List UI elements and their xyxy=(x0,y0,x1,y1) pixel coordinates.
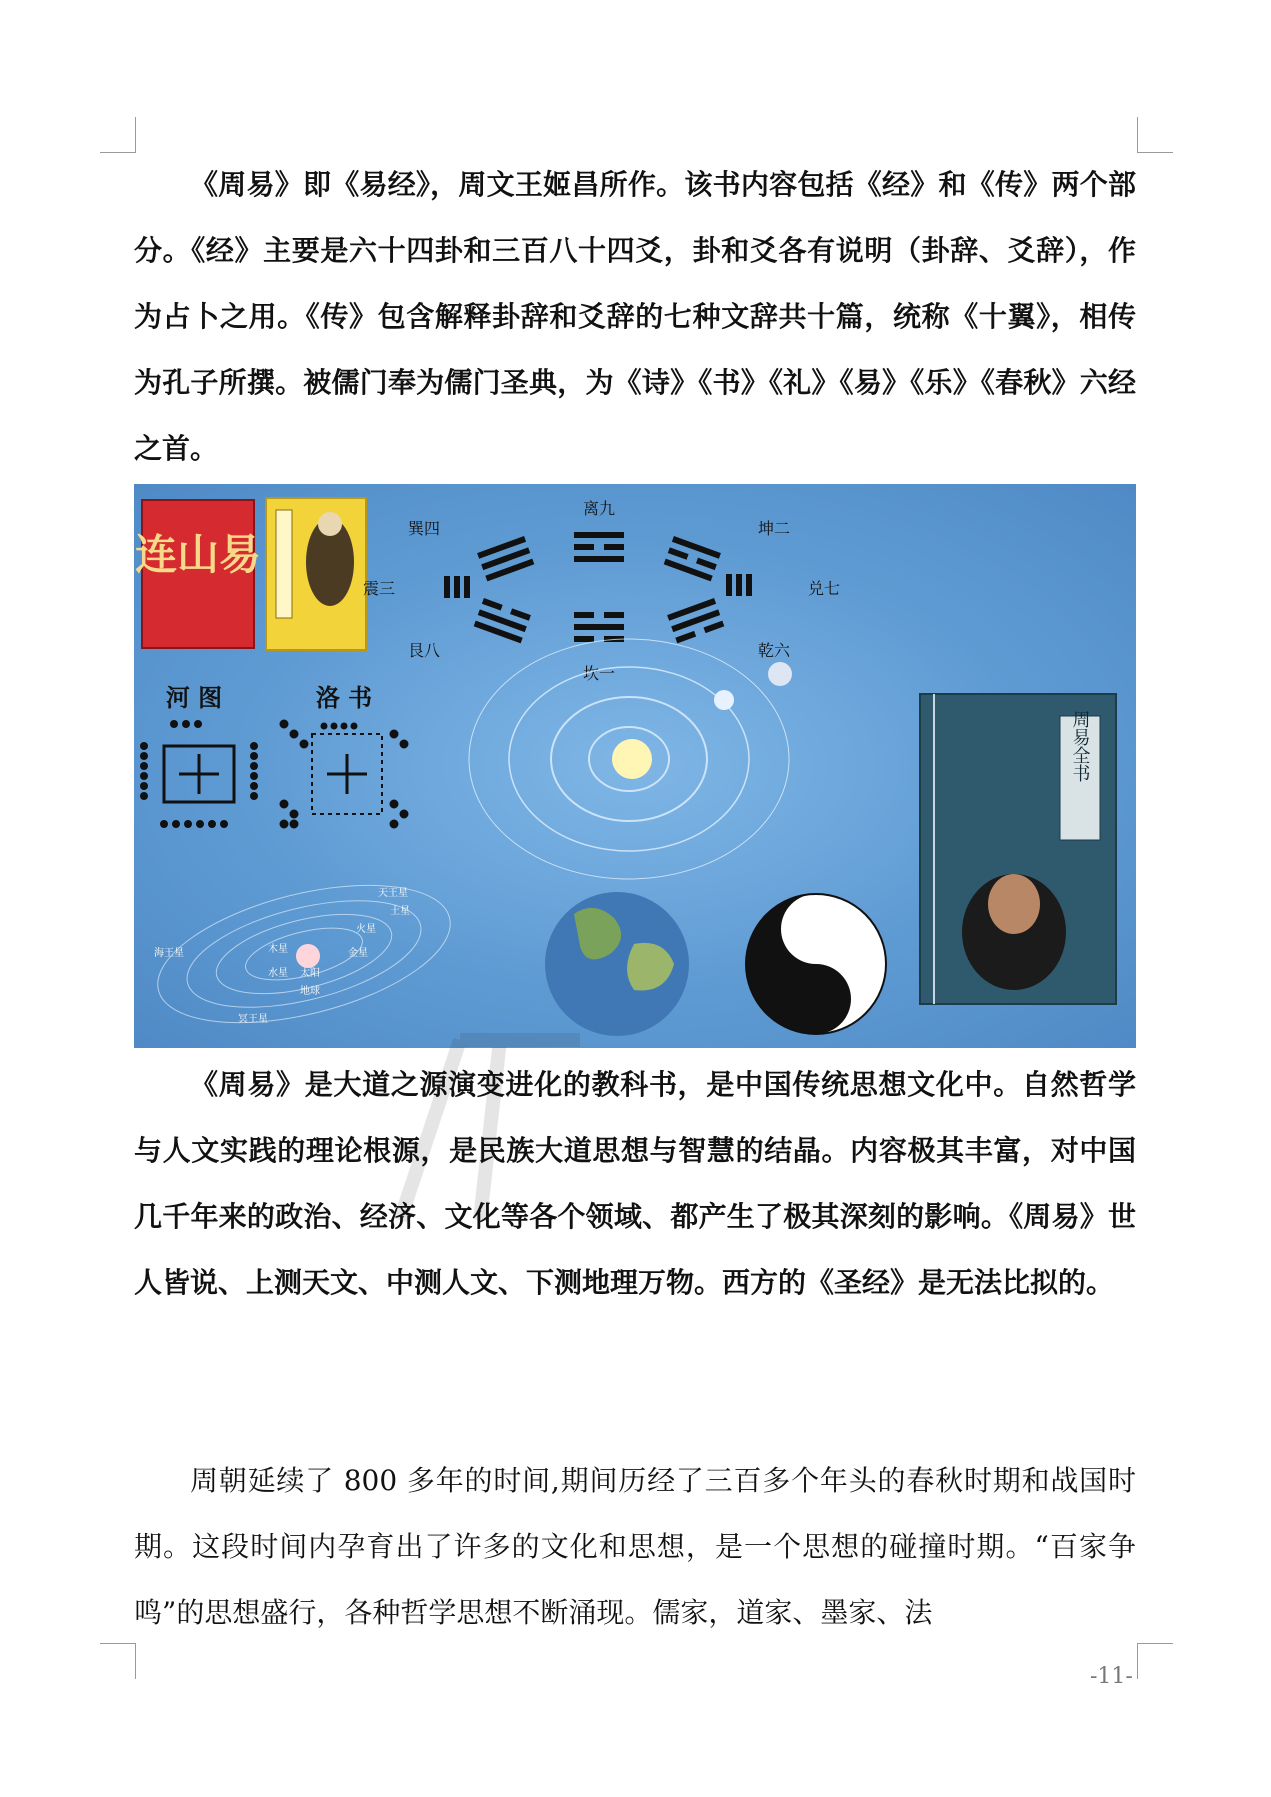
svg-text:木星: 木星 xyxy=(268,944,288,955)
svg-text:火星: 火星 xyxy=(356,924,376,935)
page-number: -11- xyxy=(1090,1664,1133,1689)
planet-labels xyxy=(154,887,410,1025)
crop-mark-top-right xyxy=(1137,117,1173,153)
paragraph-zhou-dynasty: 周朝延续了 800 多年的时间,期间历经了三百多个年头的春秋时期和战国时期。这段时间内孕育出了许多的文化和思想，是一个思想的碰撞时期。“百家争鸣”的思想盛行，各种哲学思想不断涌现。儒家，道家、墨家、法 xyxy=(134,1464,1136,1629)
moon-large xyxy=(768,662,792,686)
crop-mark-bottom-left xyxy=(100,1643,136,1679)
hetu-diagram xyxy=(141,721,258,828)
svg-text:太阳: 太阳 xyxy=(300,968,320,979)
book-yellow xyxy=(266,498,366,650)
svg-text:冥王星: 冥王星 xyxy=(238,1014,268,1025)
crop-mark-bottom-right xyxy=(1137,1643,1173,1679)
luoshu-label: 洛 书 xyxy=(315,683,373,712)
paragraph-zhouyi-intro: 《周易》即《易经》，周文王姬昌所作。该书内容包括《经》和《传》两个部分。《经》主要是六十四卦和三百八十四爻，卦和爻各有说明（卦辞、爻辞），作为占卜之用。《传》包含解释卦辞和爻辞的七种文辞共十篇，统称《十翼》，相传为孔子所撰。被儒门奉为儒门圣典，为《诗》《书》《礼》《易》《乐》《春秋》六经之首。 xyxy=(134,168,1136,465)
svg-text:金星: 金星 xyxy=(348,948,368,959)
svg-text:水星: 水星 xyxy=(268,968,288,979)
book-red-title: 连山易 xyxy=(134,530,262,579)
book-lianshanyi xyxy=(135,500,261,648)
svg-text:乾六: 乾六 xyxy=(757,641,791,660)
svg-text:巽四: 巽四 xyxy=(407,519,441,538)
svg-text:土星: 土星 xyxy=(390,906,410,917)
svg-text:震三: 震三 xyxy=(362,579,396,598)
book-blue-title: 周易全书 xyxy=(1069,710,1091,782)
trigram-labels xyxy=(363,499,840,683)
crop-mark-top-left xyxy=(100,117,136,153)
svg-text:天王星: 天王星 xyxy=(378,888,408,899)
luoshu-diagram xyxy=(280,720,408,828)
svg-text:兑七: 兑七 xyxy=(807,579,841,598)
hetu-label: 河 图 xyxy=(165,683,223,712)
svg-text:海王星: 海王星 xyxy=(154,948,184,959)
svg-text:离九: 离九 xyxy=(582,499,616,518)
moon-small xyxy=(714,690,734,710)
illustration-zhouyi xyxy=(134,484,1136,1048)
bagua-ring xyxy=(444,532,752,643)
svg-text:坎一: 坎一 xyxy=(582,664,616,683)
book-zhouyi-quanshu xyxy=(920,694,1116,1004)
svg-text:地球: 地球 xyxy=(300,986,320,997)
sun-planet xyxy=(296,944,320,968)
yin-yang-symbol xyxy=(746,894,886,1034)
svg-text:艮八: 艮八 xyxy=(407,641,441,660)
earth-globe xyxy=(545,892,689,1036)
paragraph-zhouyi-significance: 《周易》是大道之源演变进化的教科书，是中国传统思想文化中。自然哲学与人文实践的理论根源，是民族大道思想与智慧的结晶。内容极其丰富，对中国几千年来的政治、经济、文化等各个领域、都产生了极其深刻的影响。《周易》世人皆说、上测天文、中测人文、下测地理万物。西方的《圣经》是无法比拟的。 xyxy=(134,1068,1136,1299)
swirl-sun xyxy=(612,739,652,779)
svg-text:坤二: 坤二 xyxy=(757,519,791,538)
